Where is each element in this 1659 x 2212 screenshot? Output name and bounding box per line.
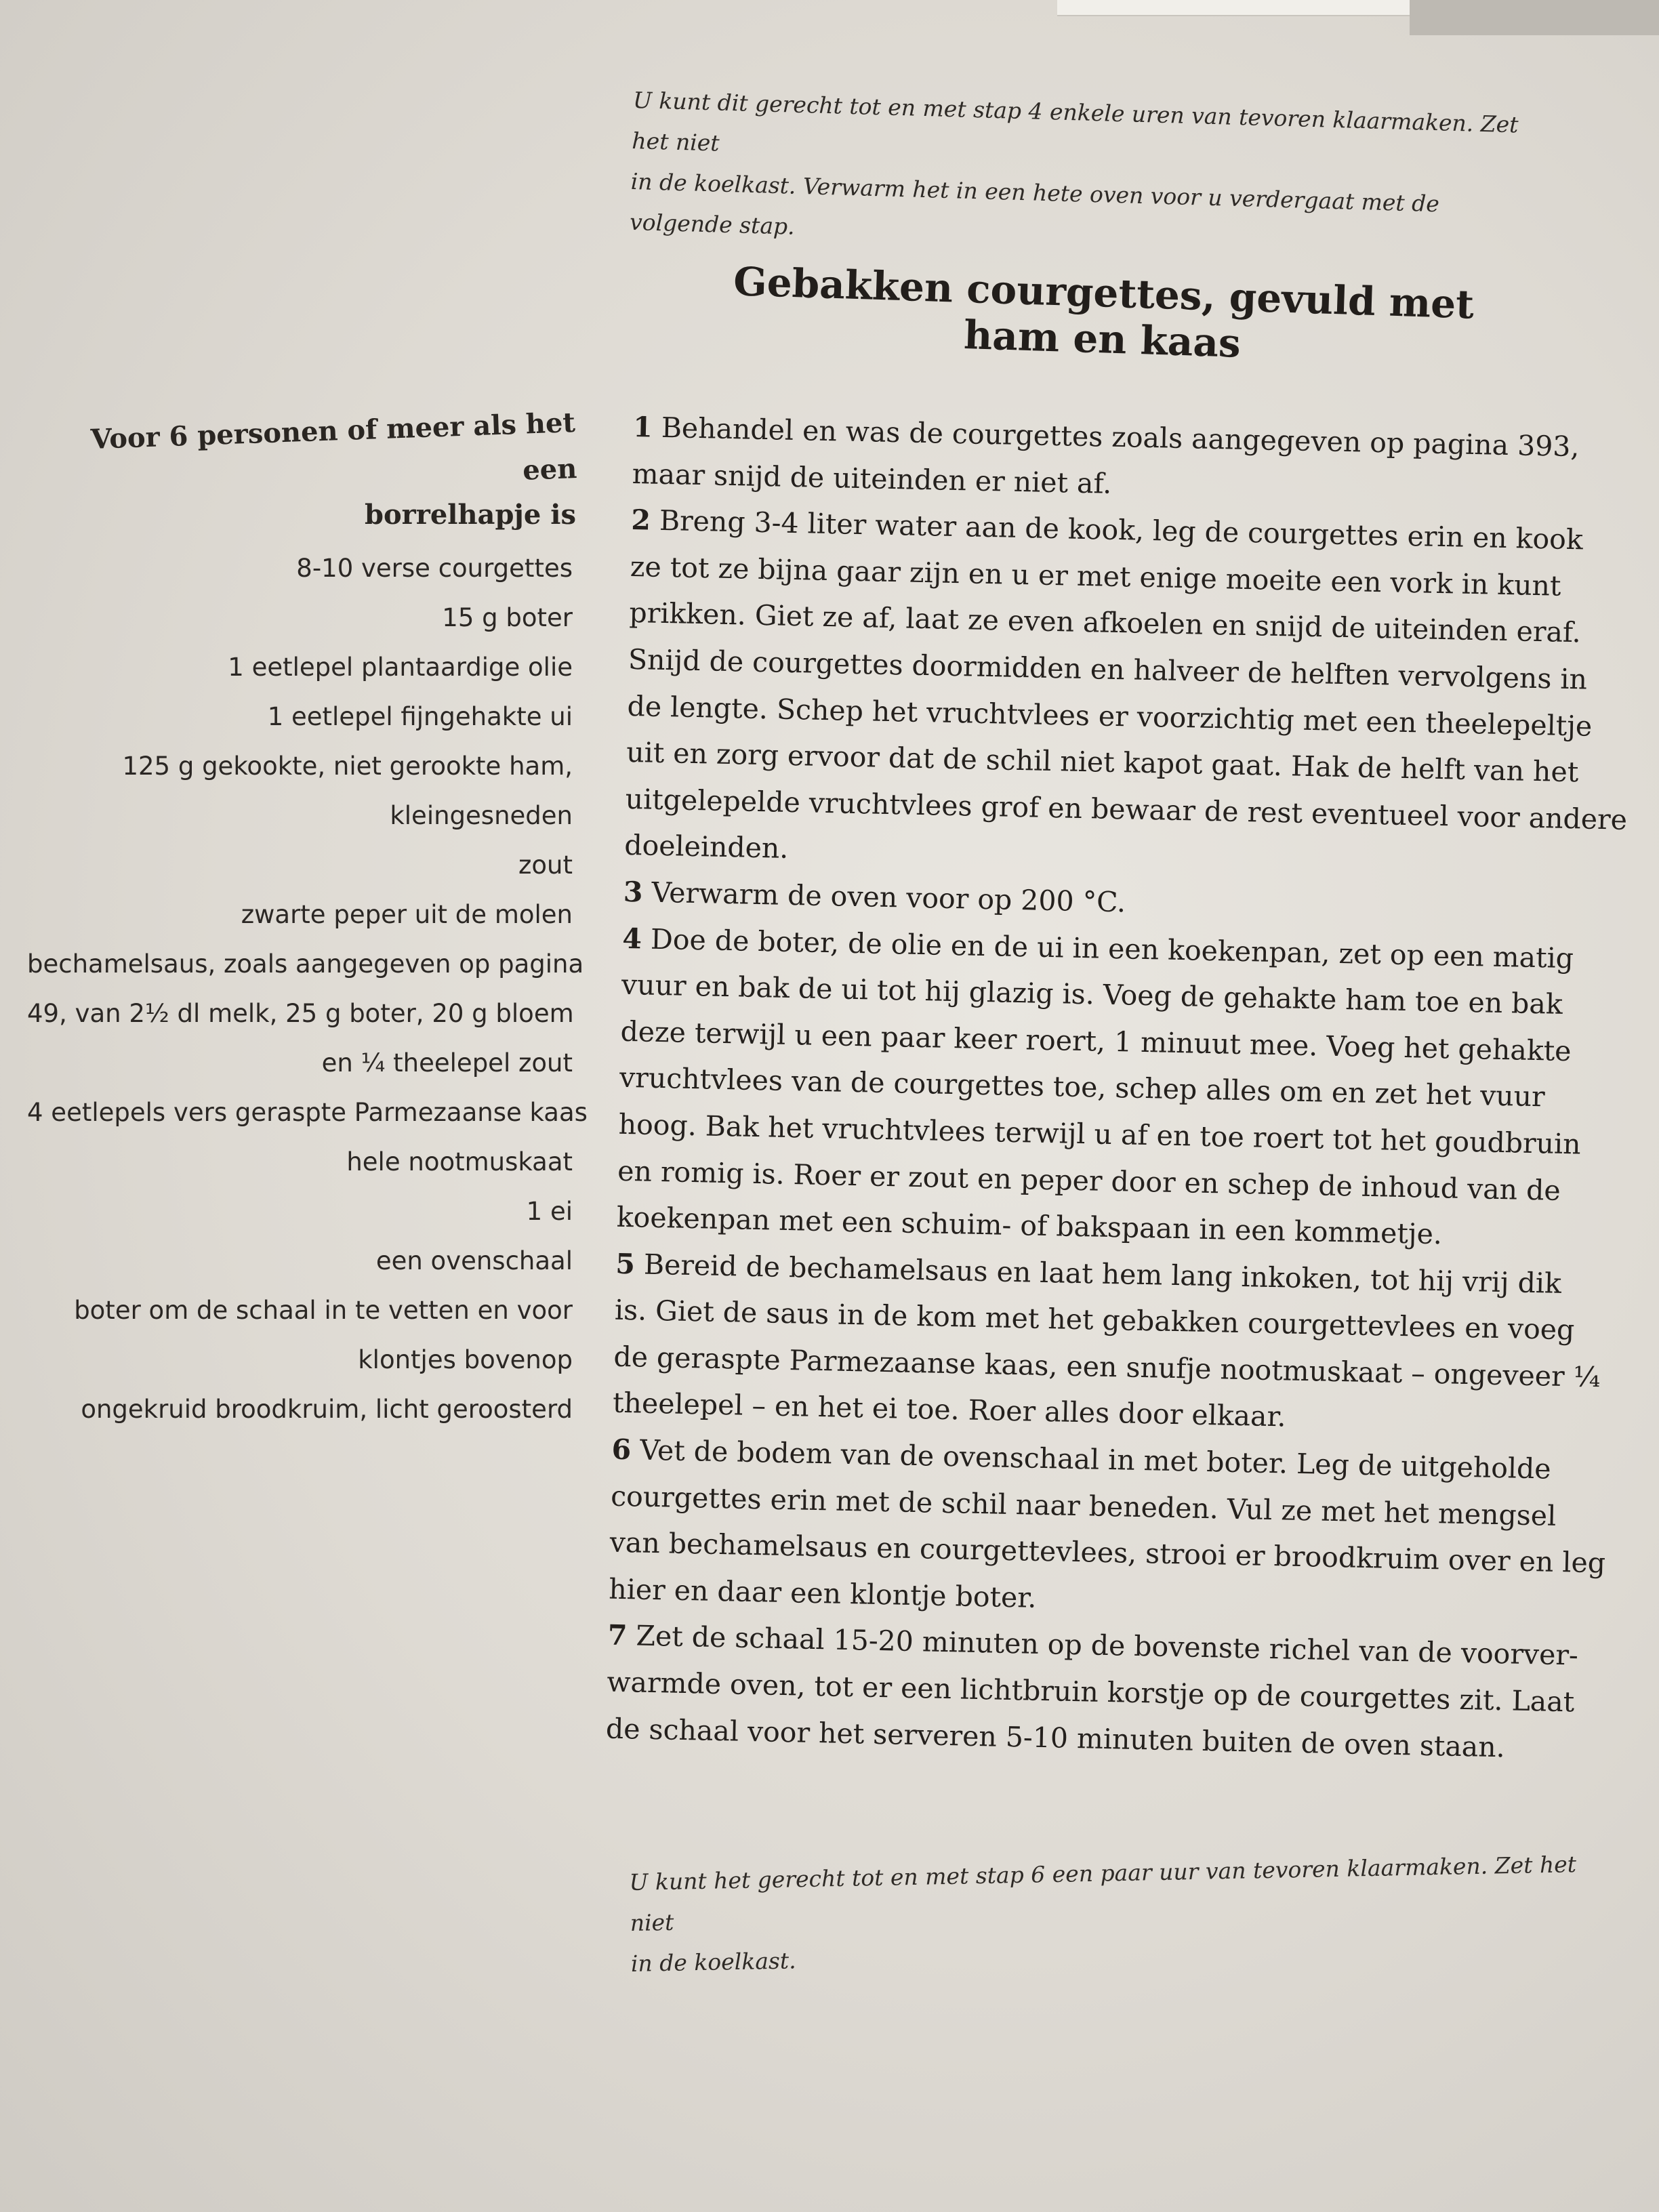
ingredient-item: 125 g gekookte, niet gerookte ham,: [122, 752, 573, 781]
recipe-title: [661, 256, 1545, 376]
step-line: courgettes erin met de schil naar beneden. Vul ze met het mengsel: [610, 1479, 1557, 1532]
step-text: Doe de boter, de olie en de ui in een koekenpan, zet op een matig: [650, 922, 1574, 975]
ingredient-item: een ovenschaal: [375, 1246, 573, 1275]
step-line: vuur en bak de ui tot hij glazig is. Voeg de gehakte ham toe en bak: [621, 968, 1563, 1021]
step-line: warmde oven, tot er een lichtbruin korstje op de courgettes zit. Laat: [606, 1665, 1575, 1719]
ingredient-item: boter om de schaal in te vetten en voor: [74, 1296, 573, 1325]
step-text: Verwarm de oven voor op 200 °C.: [651, 876, 1126, 919]
step-number: 1: [632, 410, 653, 444]
step-line: prikken. Giet ze af, laat ze even afkoelen en snijd de uiteinden eraf.: [629, 596, 1582, 649]
step-number: 6: [611, 1433, 632, 1467]
step-line: hier en daar een klontje boter.: [608, 1572, 1037, 1614]
ingredient-item: 1 eetlepel fijngehakte ui: [267, 702, 573, 731]
ingredient-list: [27, 546, 588, 1437]
prep-note-bottom: [629, 1843, 1620, 1984]
step-line: maar snijd de uiteinden er niet af.: [632, 457, 1112, 500]
step-line: van bechamelsaus en courgettevlees, strooi er broodkruim over en leg: [609, 1525, 1606, 1580]
background-corner: [1410, 0, 1659, 35]
ingredient-item: hele nootmuskaat: [346, 1147, 573, 1176]
step-text: Bereid de bechamelsaus en laat hem lang inkoken, tot hij vrij dik: [643, 1248, 1562, 1300]
ingredient-item: 1 eetlepel plantaardige olie: [228, 653, 573, 682]
note-line: in de koelkast. Verwarm het in een hete oven voor u verdergaat met de volgende stap.: [629, 167, 1440, 240]
step-text: Behandel en was de courgettes zoals aangegeven op pagina 393,: [661, 411, 1580, 464]
servings-line: Voor 6 personen of meer als het een: [90, 407, 577, 487]
method-steps: [605, 404, 1628, 1771]
ingredient-item: bechamelsaus, zoals aangegeven op pagina: [27, 949, 584, 979]
ingredient-item: 8-10 verse courgettes: [296, 554, 573, 583]
step-line: en romig is. Roer er zout en peper door en schep de inhoud van de: [617, 1154, 1561, 1207]
ingredient-item: 1 ei: [526, 1197, 573, 1226]
servings-label: [54, 400, 576, 538]
step-line: ze tot ze bijna gaar zijn en u er met enige moeite een vork in kunt: [630, 550, 1561, 602]
adjacent-page-edge: [1057, 0, 1410, 16]
step-text: Vet de bodem van de ovenschaal in met boter. Leg de uitgeholde: [639, 1433, 1552, 1486]
step-line: deze terwijl u een paar keer roert, 1 minuut mee. Voeg het gehakte: [620, 1015, 1572, 1067]
ingredient-item: klontjes bovenop: [358, 1345, 573, 1374]
step-line: uit en zorg ervoor dat de schil niet kapot gaat. Hak de helft van het: [626, 736, 1579, 789]
step-number: 2: [630, 504, 651, 537]
note-line: in de koelkast.: [630, 1947, 796, 1977]
step-number: 5: [615, 1247, 636, 1281]
step-text: Breng 3-4 liter water aan de kook, leg de courgettes erin en kook: [659, 504, 1584, 556]
step-line: theelepel – en het ei toe. Roer alles door elkaar.: [612, 1387, 1287, 1433]
step-line: Snijd de courgettes doormidden en halveer de helften vervolgens in: [628, 642, 1588, 696]
note-line: U kunt dit gerecht tot en met stap 4 enkele uren van tevoren klaarmaken. Zet het niet: [631, 86, 1519, 157]
step-line: koekenpan met een schuim- of bakspaan in een kommetje.: [616, 1200, 1443, 1251]
servings-line: borrelhapje is: [365, 499, 576, 531]
step-line: uitgelepelde vruchtvlees grof en bewaar de rest eventueel voor andere: [625, 782, 1628, 836]
ingredient-item: 49, van 2½ dl melk, 25 g boter, 20 g bloem: [27, 999, 574, 1028]
ingredient-item: ongekruid broodkruim, licht geroosterd: [81, 1395, 573, 1424]
ingredient-item: 4 eetlepels vers geraspte Parmezaanse kaas: [27, 1098, 588, 1127]
step-number: 7: [607, 1619, 628, 1652]
prep-note-top: [629, 80, 1541, 268]
step-line: is. Giet de saus in de kom met het gebakken courgettevlees en voeg: [614, 1293, 1575, 1347]
step-number: 4: [621, 922, 642, 955]
step-line: doeleinden.: [623, 829, 789, 865]
ingredient-item: en ¼ theelepel zout: [321, 1048, 573, 1078]
step-text: Zet de schaal 15-20 minuten op de bovenste richel van de voorver-: [636, 1619, 1579, 1673]
ingredient-item: zwarte peper uit de molen: [241, 900, 573, 929]
step-line: de lengte. Schep het vruchtvlees er voorzichtig met een theelepeltje: [627, 689, 1593, 743]
step-line: de geraspte Parmezaanse kaas, een snufje nootmuskaat – ongeveer ¼: [613, 1340, 1601, 1394]
title-line: ham en kaas: [963, 311, 1242, 367]
step-line: hoog. Bak het vruchtvlees terwijl u af en toe roert tot het goudbruin: [618, 1107, 1582, 1161]
ingredient-item: 15 g boter: [442, 603, 573, 632]
ingredient-item: zout: [518, 851, 573, 880]
ingredient-item: kleingesneden: [390, 801, 573, 830]
note-line: U kunt het gerecht tot en met stap 6 een paar uur van tevoren klaarmaken. Zet het niet: [629, 1851, 1577, 1936]
title-line: Gebakken courgettes, gevuld met: [733, 258, 1475, 328]
step-line: de schaal voor het serveren 5-10 minuten buiten de oven staan.: [605, 1712, 1506, 1763]
step-number: 3: [623, 875, 643, 909]
step-line: vruchtvlees van de courgettes toe, schep alles om en zet het vuur: [619, 1061, 1546, 1113]
